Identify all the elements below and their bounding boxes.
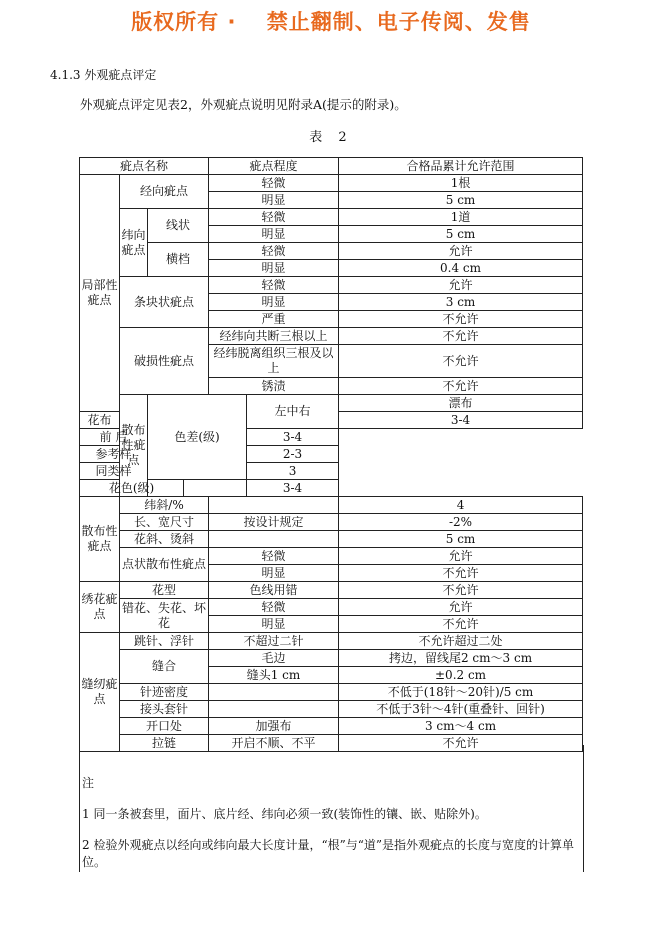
cell-degree bbox=[209, 497, 339, 514]
cell-value: 5 cm bbox=[339, 226, 583, 243]
cell-degree: 明显 bbox=[209, 565, 339, 582]
cell-name: 破损性疵点 bbox=[120, 328, 209, 395]
cell-value: 不允许 bbox=[339, 582, 583, 599]
cell-value: 不低于3针～4针(重叠针、回针) bbox=[339, 701, 583, 718]
cell-value: 3-4 bbox=[247, 429, 339, 446]
cell-degree: 明显 bbox=[209, 616, 339, 633]
group-label-local: 局部性疵点 bbox=[80, 175, 120, 412]
cell-degree bbox=[209, 701, 339, 718]
cell-degree bbox=[184, 480, 247, 497]
header-defect-degree: 疵点程度 bbox=[209, 158, 339, 175]
cell-subname: 横档 bbox=[148, 243, 209, 277]
cell-name: 花型 bbox=[120, 582, 209, 599]
cell-degree: 轻微 bbox=[209, 599, 339, 616]
cell-value: 不允许 bbox=[339, 378, 583, 395]
cell-value: 4 bbox=[339, 497, 583, 514]
cell-name: 针迹密度 bbox=[120, 684, 209, 701]
cell-degree: 轻微 bbox=[209, 277, 339, 294]
cell-degree: 明显 bbox=[209, 260, 339, 277]
cell-value: 3-4 bbox=[339, 412, 583, 429]
cell-name: 点状散布性疵点 bbox=[120, 548, 209, 582]
cell-value: 不允许 bbox=[339, 328, 583, 345]
cell-value: 允许 bbox=[339, 599, 583, 616]
cell-name: 纬斜/% bbox=[120, 497, 209, 514]
cell-degree: 明显 bbox=[209, 294, 339, 311]
cell-value: 5 cm bbox=[339, 192, 583, 209]
cell-name: 经向疵点 bbox=[120, 175, 209, 209]
cell-value: 不允许超过二处 bbox=[339, 633, 583, 650]
cell-degree: 轻微 bbox=[209, 548, 339, 565]
table-row bbox=[80, 582, 583, 599]
group-label-color: 散布性疵点 bbox=[120, 395, 148, 497]
note-2: 2 检验外观疵点以经向或纬向最大长度计量，“根”与“道”是指外观疵点的长度与宽度的计算单位。 bbox=[82, 838, 574, 869]
cell-degree: 缝头1 cm bbox=[209, 667, 339, 684]
table-row bbox=[80, 701, 583, 718]
group-label-embroidery: 绣花疵点 bbox=[80, 582, 120, 633]
cell-degree: 同类样 bbox=[80, 463, 148, 480]
cell-degree: 明显 bbox=[209, 192, 339, 209]
table-row bbox=[80, 277, 583, 294]
table-row bbox=[80, 599, 583, 616]
table-row bbox=[80, 209, 583, 226]
cell-value: 允许 bbox=[339, 548, 583, 565]
cell-degree: 严重 bbox=[209, 311, 339, 328]
cell-degree: 加强布 bbox=[209, 718, 339, 735]
table-row bbox=[80, 480, 583, 497]
cell-name: 缝合 bbox=[120, 650, 209, 684]
cell-subname: 线状 bbox=[148, 209, 209, 243]
table-row bbox=[80, 243, 583, 260]
cell-name: 拉链 bbox=[120, 735, 209, 752]
cell-degree: 参考样 bbox=[80, 446, 148, 463]
cell-name: 纬向疵点 bbox=[120, 209, 148, 277]
cell-value: 3 cm～4 cm bbox=[339, 718, 583, 735]
cell-value: 不允许 bbox=[339, 311, 583, 328]
cell-degree: 花布 bbox=[80, 412, 120, 429]
table-notes bbox=[79, 745, 584, 872]
section-heading: 4.1.3 外观疵点评定 bbox=[50, 68, 157, 82]
cell-value: 0.4 cm bbox=[339, 260, 583, 277]
cell-value: 允许 bbox=[339, 277, 583, 294]
cell-subname: 左中右 bbox=[247, 395, 339, 429]
cell-degree bbox=[209, 531, 339, 548]
table-caption: 表 2 bbox=[309, 130, 353, 145]
cell-value: 不允许 bbox=[339, 345, 583, 378]
cell-value: 拷边，留线尾2 cm～3 cm bbox=[339, 650, 583, 667]
table-row bbox=[80, 633, 583, 650]
cell-degree: 轻微 bbox=[209, 243, 339, 260]
cell-value: 3-4 bbox=[247, 480, 339, 497]
defect-table bbox=[79, 157, 583, 752]
table-row bbox=[80, 175, 583, 192]
cell-value: 不允许 bbox=[339, 565, 583, 582]
table-row bbox=[80, 548, 583, 565]
cell-degree: 轻微 bbox=[209, 175, 339, 192]
cell-value: -2% bbox=[339, 514, 583, 531]
cell-degree: 锈渍 bbox=[209, 378, 339, 395]
cell-value: 不允许 bbox=[339, 616, 583, 633]
group-label-scatter: 散布性疵点 bbox=[80, 497, 120, 582]
table-row bbox=[80, 531, 583, 548]
table-header-row bbox=[80, 158, 583, 175]
cell-degree: 按设计规定 bbox=[209, 514, 339, 531]
table-row bbox=[80, 328, 583, 345]
cell-name: 错花、失花、坏花 bbox=[120, 599, 209, 633]
cell-degree: 不超过二针 bbox=[209, 633, 339, 650]
cell-name: 开口处 bbox=[120, 718, 209, 735]
cell-degree: 经纬向共断三根以上 bbox=[209, 328, 339, 345]
cell-degree: 色线用错 bbox=[209, 582, 339, 599]
cell-degree: 毛边 bbox=[209, 650, 339, 667]
cell-value: 5 cm bbox=[339, 531, 583, 548]
cell-value: 允许 bbox=[339, 243, 583, 260]
cell-value: 2-3 bbox=[247, 446, 339, 463]
cell-name: 色差(级) bbox=[148, 395, 247, 480]
cell-degree: 明显 bbox=[209, 226, 339, 243]
header-defect-name: 疵点名称 bbox=[80, 158, 209, 175]
table-row bbox=[80, 497, 583, 514]
cell-degree: 前 后 bbox=[80, 429, 148, 446]
intro-paragraph: 外观疵点评定见表2，外观疵点说明见附录A(提示的附录)。 bbox=[80, 97, 407, 112]
cell-name: 花斜、烫斜 bbox=[120, 531, 209, 548]
cell-name: 跳针、浮针 bbox=[120, 633, 209, 650]
watermark-banner: 版权所有 · 禁止翻制、电子传阅、发售 bbox=[131, 10, 531, 34]
cell-degree bbox=[209, 684, 339, 701]
cell-value: ±0.2 cm bbox=[339, 667, 583, 684]
cell-value: 1道 bbox=[339, 209, 583, 226]
cell-name: 接头套针 bbox=[120, 701, 209, 718]
cell-degree: 经纬脱离组织三根及以上 bbox=[209, 345, 339, 378]
cell-value: 3 bbox=[247, 463, 339, 480]
cell-degree: 轻微 bbox=[209, 209, 339, 226]
cell-degree: 开启不顺、不平 bbox=[209, 735, 339, 752]
cell-name: 长、宽尺寸 bbox=[120, 514, 209, 531]
table-row bbox=[80, 514, 583, 531]
cell-value: 不允许 bbox=[339, 735, 583, 752]
cell-name: 条块状疵点 bbox=[120, 277, 209, 328]
group-label-sewing: 缝纫疵点 bbox=[80, 633, 120, 752]
table-row bbox=[80, 718, 583, 735]
cell-value: 不低于(18针～20针)/5 cm bbox=[339, 684, 583, 701]
table-row bbox=[80, 395, 583, 412]
cell-value: 1根 bbox=[339, 175, 583, 192]
table-row bbox=[80, 650, 583, 667]
cell-name: 花色(级) bbox=[80, 480, 184, 497]
cell-value: 3 cm bbox=[339, 294, 583, 311]
notes-label: 注 bbox=[82, 776, 95, 790]
note-1: 1 同一条被套里，面片、底片经、纬向必须一致(装饰性的镶、嵌、贴除外)。 bbox=[82, 807, 487, 821]
table-row bbox=[80, 684, 583, 701]
header-allowed-range: 合格品累计允许范围 bbox=[339, 158, 583, 175]
cell-degree: 漂布 bbox=[339, 395, 583, 412]
